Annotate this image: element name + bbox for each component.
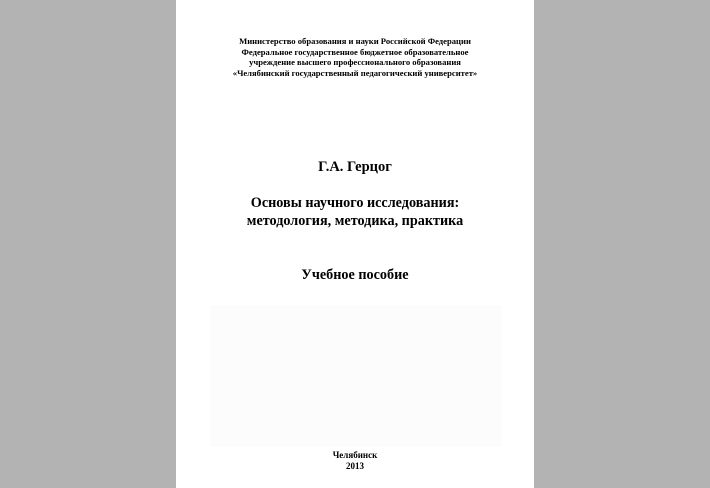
author-name: Г.А. Герцог	[318, 159, 392, 175]
publication-year: 2013	[346, 461, 364, 471]
document-type: Учебное пособие	[301, 267, 409, 283]
header-line-ministry: Министерство образования и науки Российской Федерации	[239, 36, 471, 46]
header-line-institution: учреждение высшего профессионального образования	[249, 57, 461, 68]
title-line-2: методология, методика, практика	[246, 213, 464, 229]
blank-area	[210, 305, 502, 447]
publication-city: Челябинск	[332, 450, 378, 460]
institution-header	[176, 36, 534, 78]
header-line-federal: Федеральное государственное бюджетное образовательное	[241, 46, 469, 57]
document-page	[176, 0, 534, 488]
header-line-university: «Челябинский государственный педагогический университет»	[232, 67, 478, 78]
title-line-1: Основы научного исследования:	[250, 195, 460, 211]
publication-footer	[176, 450, 534, 472]
document-title	[176, 194, 534, 230]
